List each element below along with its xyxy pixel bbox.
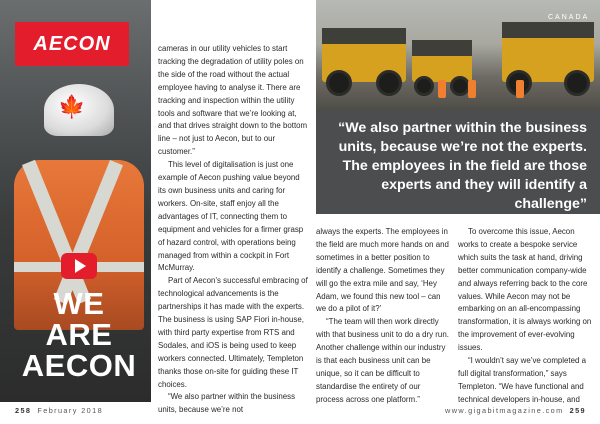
headline-line: AECON — [21, 348, 137, 383]
paragraph: Part of Aecon’s successful embracing of technological advancements is the partnerships it has made with the experts. The business is using SAP Fiori in-house, with third party expertise from RTS and Sodales, and iOS is being used to keep workers connected. Ultimately, Templeton thanks those on-site for guiding these IT choices. — [158, 276, 308, 389]
worker-figure — [516, 80, 524, 98]
issue-date: February 2018 — [37, 406, 104, 415]
logo-text: AECON — [33, 32, 111, 55]
play-button-icon[interactable] — [61, 253, 97, 279]
pull-quote — [316, 110, 600, 225]
paragraph: always the experts. The employees in the field are much more hands on and sometimes in a better position to identify a challenge. Sometimes they will go the extra mile and say, ‘Hey Adam, we found this new tool – can we do a pilot of it?’ — [316, 227, 449, 314]
page-number: 259 — [569, 406, 586, 415]
paragraph: To overcome this issue, Aecon works to create a bespoke service which suits the task at hand, driving better communication company-wide and always referring back to the core values. While Aecon may not be embarking on an all-encompassing transformation, it is always working on the improvement of ever-evolving issues. — [458, 227, 592, 353]
haul-truck — [502, 30, 594, 82]
headline-line: WE — [53, 286, 105, 321]
site-url[interactable]: www.gigabitmagazine.com — [445, 406, 564, 415]
headline-line: ARE — [45, 317, 113, 352]
folio-right — [445, 406, 586, 415]
paragraph: “I wouldn’t say we’ve completed a full digital transformation,” says Templeton. “We have functional and technical developers in-house, and — [458, 356, 586, 404]
aecon-logo — [15, 22, 129, 66]
maple-leaf-icon: 🍁 — [58, 94, 86, 119]
body-column-3 — [458, 226, 592, 407]
folio-left — [15, 406, 103, 415]
paragraph: “The team will then work directly with that business unit to do a dry run. Another challenge within our industry is that each business unit can be unique, so it can be difficult to standardise the entirety of our process across one platform.” — [316, 317, 449, 404]
haul-truck — [322, 36, 406, 82]
pull-quote-attribution: – Adam Templeton, Director of IT — [492, 218, 587, 225]
play-triangle-icon — [75, 259, 86, 273]
paragraph: cameras in our utility vehicles to start tracking the degradation of utility poles on the side of the road without the actual employee having to analyse it. There are tracking and inspection within the utility tools and software that we’re looking at, and that drives straight down to the bottom line – not just to Aecon, but to our customer.” — [158, 44, 308, 157]
haul-truck — [412, 48, 472, 82]
body-column-1 — [158, 43, 308, 417]
body-column-2 — [316, 226, 450, 407]
worker-figure — [438, 80, 446, 98]
worker-figure — [468, 80, 476, 98]
pull-quote-text: “We also partner within the business units, because we’re not the experts. The employees in the field are those experts and they will identify a challenge” — [338, 120, 587, 212]
page-number: 258 — [15, 406, 32, 415]
we-are-aecon-headline — [14, 288, 144, 381]
paragraph: “We also partner within the business units, because we’re not — [158, 392, 296, 415]
paragraph: This level of digitalisation is just one example of Aecon pushing value beyond its own business units and caring for workers. On-site, staff enjoy all the advantages of IT, connecting them to equipment and vehicles for a firmer grasp of hazard control, with operations being managed from within a cockpit in Fort McMurray. — [158, 160, 304, 273]
photo-location-label: CANADA — [548, 14, 590, 21]
